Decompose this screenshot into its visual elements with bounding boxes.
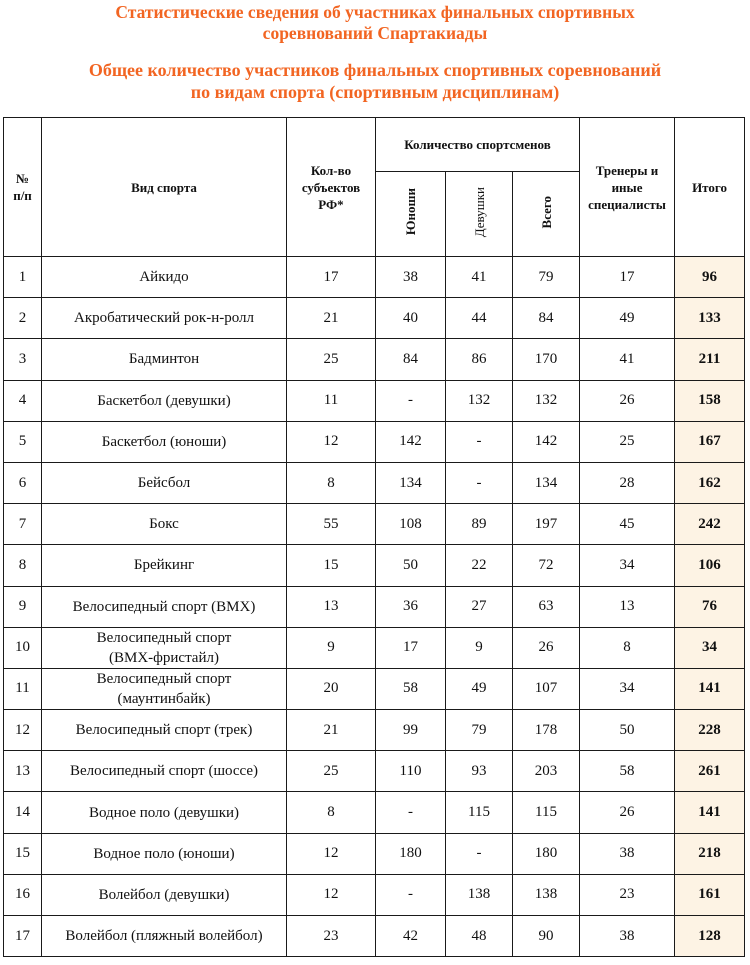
document-title-line: соревнований Спартакиады (262, 23, 488, 43)
table-row (4, 462, 745, 503)
cell-total: 242 (675, 504, 745, 545)
cell-sport (42, 504, 287, 545)
cell-subjects: 11 (287, 380, 376, 421)
cell-coaches: 23 (580, 874, 675, 915)
cell-sport-line: Баскетбол (юноши) (101, 433, 227, 450)
cell-all: 90 (513, 916, 580, 957)
cell-sport-line: Велосипедный спорт (шоссе) (69, 763, 259, 780)
cell-all: 107 (513, 668, 580, 709)
cell-coaches: 38 (580, 916, 675, 957)
cell-girls: 27 (446, 586, 513, 627)
cell-boys: 38 (376, 257, 446, 298)
header-num (4, 118, 42, 257)
cell-boys: 142 (376, 421, 446, 462)
table-title (0, 59, 750, 103)
cell-all: 26 (513, 627, 580, 668)
cell-sport-line: Брейкинг (133, 557, 195, 574)
cell-all: 203 (513, 751, 580, 792)
header-subjects (287, 118, 376, 257)
table-row (4, 792, 745, 833)
cell-total: 128 (675, 916, 745, 957)
cell-total: 162 (675, 462, 745, 503)
cell-boys: 58 (376, 668, 446, 709)
cell-sport (42, 710, 287, 751)
cell-coaches: 28 (580, 462, 675, 503)
cell-boys: 84 (376, 339, 446, 380)
cell-boys: 40 (376, 298, 446, 339)
header-row (4, 118, 745, 172)
cell-total: 96 (675, 257, 745, 298)
table-row (4, 421, 745, 462)
cell-all: 138 (513, 874, 580, 915)
cell-sport (42, 916, 287, 957)
cell-coaches: 34 (580, 668, 675, 709)
cell-total: 133 (675, 298, 745, 339)
cell-subjects: 8 (287, 792, 376, 833)
table-row (4, 751, 745, 792)
cell-coaches: 49 (580, 298, 675, 339)
cell-total: 161 (675, 874, 745, 915)
cell-num: 9 (4, 586, 42, 627)
cell-girls: 115 (446, 792, 513, 833)
cell-sport (42, 833, 287, 874)
cell-girls: - (446, 833, 513, 874)
cell-all: 180 (513, 833, 580, 874)
table-row (4, 627, 745, 668)
cell-sport (42, 257, 287, 298)
cell-sport (42, 627, 287, 668)
cell-sport-line: Велосипедный спорт (трек) (75, 722, 253, 739)
cell-sport-line: Волейбол (пляжный волейбол) (65, 928, 263, 945)
cell-girls: 79 (446, 710, 513, 751)
cell-coaches: 34 (580, 545, 675, 586)
cell-boys: 17 (376, 627, 446, 668)
cell-num: 12 (4, 710, 42, 751)
header-subjects-line: субъектов (301, 179, 361, 195)
cell-sport-line: Акробатический рок-н-ролл (73, 310, 254, 327)
cell-num: 4 (4, 380, 42, 421)
cell-sport-line: Велосипедный спорт (BMX) (72, 598, 256, 615)
cell-num: 11 (4, 668, 42, 709)
cell-coaches: 26 (580, 792, 675, 833)
cell-boys: 180 (376, 833, 446, 874)
cell-coaches: 50 (580, 710, 675, 751)
header-total: Итого (675, 118, 745, 257)
cell-girls: 49 (446, 668, 513, 709)
cell-all: 84 (513, 298, 580, 339)
cell-girls: 86 (446, 339, 513, 380)
header-sport: Вид спорта (42, 118, 287, 257)
cell-all: 178 (513, 710, 580, 751)
cell-num: 5 (4, 421, 42, 462)
cell-girls: - (446, 462, 513, 503)
cell-coaches: 45 (580, 504, 675, 545)
cell-sport-line: (BMX-фристайл) (109, 649, 219, 666)
header-girls-label: Девушки (471, 186, 487, 238)
cell-subjects: 21 (287, 298, 376, 339)
cell-all: 79 (513, 257, 580, 298)
cell-num: 1 (4, 257, 42, 298)
cell-sport (42, 421, 287, 462)
cell-sport (42, 874, 287, 915)
cell-num: 16 (4, 874, 42, 915)
cell-sport (42, 462, 287, 503)
table-row (4, 257, 745, 298)
cell-total: 76 (675, 586, 745, 627)
cell-num: 6 (4, 462, 42, 503)
cell-sport-line: Айкидо (139, 269, 189, 286)
table-row (4, 586, 745, 627)
header-num-line: п/п (13, 188, 32, 203)
header-coaches-line: специалисты (588, 196, 666, 212)
header-girls (446, 172, 513, 257)
cell-num: 3 (4, 339, 42, 380)
cell-boys: 108 (376, 504, 446, 545)
cell-total: 167 (675, 421, 745, 462)
cell-num: 7 (4, 504, 42, 545)
cell-coaches: 38 (580, 833, 675, 874)
cell-sport (42, 545, 287, 586)
cell-boys: - (376, 874, 446, 915)
cell-boys: 42 (376, 916, 446, 957)
cell-subjects: 9 (287, 627, 376, 668)
cell-subjects: 15 (287, 545, 376, 586)
cell-subjects: 12 (287, 833, 376, 874)
cell-coaches: 58 (580, 751, 675, 792)
cell-sport (42, 586, 287, 627)
cell-girls: 44 (446, 298, 513, 339)
cell-sport (42, 668, 287, 709)
table-row (4, 339, 745, 380)
cell-sport-line: Водное поло (юноши) (93, 845, 235, 862)
cell-sport-line: Бокс (149, 516, 179, 533)
cell-coaches: 13 (580, 586, 675, 627)
header-coaches (580, 118, 675, 257)
header-coaches-line: иные (611, 179, 643, 195)
header-num-line: № (15, 171, 30, 186)
cell-coaches: 41 (580, 339, 675, 380)
cell-subjects: 13 (287, 586, 376, 627)
cell-boys: - (376, 792, 446, 833)
table-row (4, 668, 745, 709)
cell-subjects: 25 (287, 339, 376, 380)
cell-sport (42, 380, 287, 421)
cell-girls: 132 (446, 380, 513, 421)
cell-sport-line: Водное поло (девушки) (88, 804, 240, 821)
cell-subjects: 55 (287, 504, 376, 545)
cell-all: 63 (513, 586, 580, 627)
cell-num: 10 (4, 627, 42, 668)
table-row (4, 380, 745, 421)
cell-girls: 89 (446, 504, 513, 545)
cell-num: 14 (4, 792, 42, 833)
document-title-line: Статистические сведения об участниках финальных спортивных (115, 2, 635, 22)
cell-sport-line: Волейбол (девушки) (98, 886, 230, 903)
cell-total: 261 (675, 751, 745, 792)
cell-total: 158 (675, 380, 745, 421)
document-title (0, 2, 750, 44)
cell-all: 115 (513, 792, 580, 833)
cell-total: 106 (675, 545, 745, 586)
cell-num: 2 (4, 298, 42, 339)
cell-total: 141 (675, 668, 745, 709)
cell-total: 228 (675, 710, 745, 751)
cell-total: 141 (675, 792, 745, 833)
cell-subjects: 25 (287, 751, 376, 792)
cell-num: 15 (4, 833, 42, 874)
cell-all: 197 (513, 504, 580, 545)
cell-girls: 41 (446, 257, 513, 298)
table-row (4, 545, 745, 586)
table-row (4, 916, 745, 957)
cell-subjects: 12 (287, 421, 376, 462)
cell-total: 218 (675, 833, 745, 874)
cell-all: 72 (513, 545, 580, 586)
cell-sport-line: Баскетбол (девушки) (97, 392, 231, 409)
cell-girls: 138 (446, 874, 513, 915)
cell-boys: 50 (376, 545, 446, 586)
header-all-label: Всего (538, 195, 554, 229)
cell-coaches: 26 (580, 380, 675, 421)
cell-subjects: 23 (287, 916, 376, 957)
cell-total: 34 (675, 627, 745, 668)
table-row (4, 710, 745, 751)
cell-sport-line: Бейсбол (137, 475, 191, 492)
header-coaches-line: Тренеры и (595, 162, 659, 178)
table-title-line: Общее количество участников финальных спортивных соревнований (88, 60, 662, 80)
table-row (4, 504, 745, 545)
header-boys (376, 172, 446, 257)
cell-subjects: 17 (287, 257, 376, 298)
header-subjects-line: Кол-во (310, 162, 352, 178)
participants-table (3, 117, 745, 957)
table-row (4, 833, 745, 874)
cell-all: 170 (513, 339, 580, 380)
cell-girls: 48 (446, 916, 513, 957)
header-subjects-line: РФ* (318, 196, 344, 212)
cell-coaches: 8 (580, 627, 675, 668)
cell-num: 8 (4, 545, 42, 586)
cell-boys: 134 (376, 462, 446, 503)
cell-subjects: 8 (287, 462, 376, 503)
cell-boys: 36 (376, 586, 446, 627)
cell-girls: 22 (446, 545, 513, 586)
cell-subjects: 21 (287, 710, 376, 751)
table-title-line: по видам спорта (спортивным дисциплинам) (190, 82, 560, 102)
cell-total: 211 (675, 339, 745, 380)
cell-subjects: 12 (287, 874, 376, 915)
table-row (4, 298, 745, 339)
cell-sport (42, 298, 287, 339)
cell-boys: - (376, 380, 446, 421)
cell-all: 142 (513, 421, 580, 462)
cell-all: 134 (513, 462, 580, 503)
header-athletes-group: Количество спортсменов (376, 118, 580, 172)
cell-girls: 9 (446, 627, 513, 668)
header-boys-label: Юноши (403, 188, 418, 236)
table-row (4, 874, 745, 915)
cell-girls: - (446, 421, 513, 462)
cell-sport-line: (маунтинбайк) (117, 690, 211, 707)
cell-sport-line: Велосипедный спорт (96, 670, 232, 687)
cell-girls: 93 (446, 751, 513, 792)
cell-subjects: 20 (287, 668, 376, 709)
header-all (513, 172, 580, 257)
cell-all: 132 (513, 380, 580, 421)
cell-boys: 99 (376, 710, 446, 751)
cell-sport-line: Бадминтон (128, 351, 200, 368)
cell-boys: 110 (376, 751, 446, 792)
cell-coaches: 25 (580, 421, 675, 462)
cell-sport (42, 751, 287, 792)
cell-sport (42, 339, 287, 380)
cell-coaches: 17 (580, 257, 675, 298)
cell-num: 17 (4, 916, 42, 957)
cell-sport (42, 792, 287, 833)
cell-num: 13 (4, 751, 42, 792)
cell-sport-line: Велосипедный спорт (96, 629, 232, 646)
